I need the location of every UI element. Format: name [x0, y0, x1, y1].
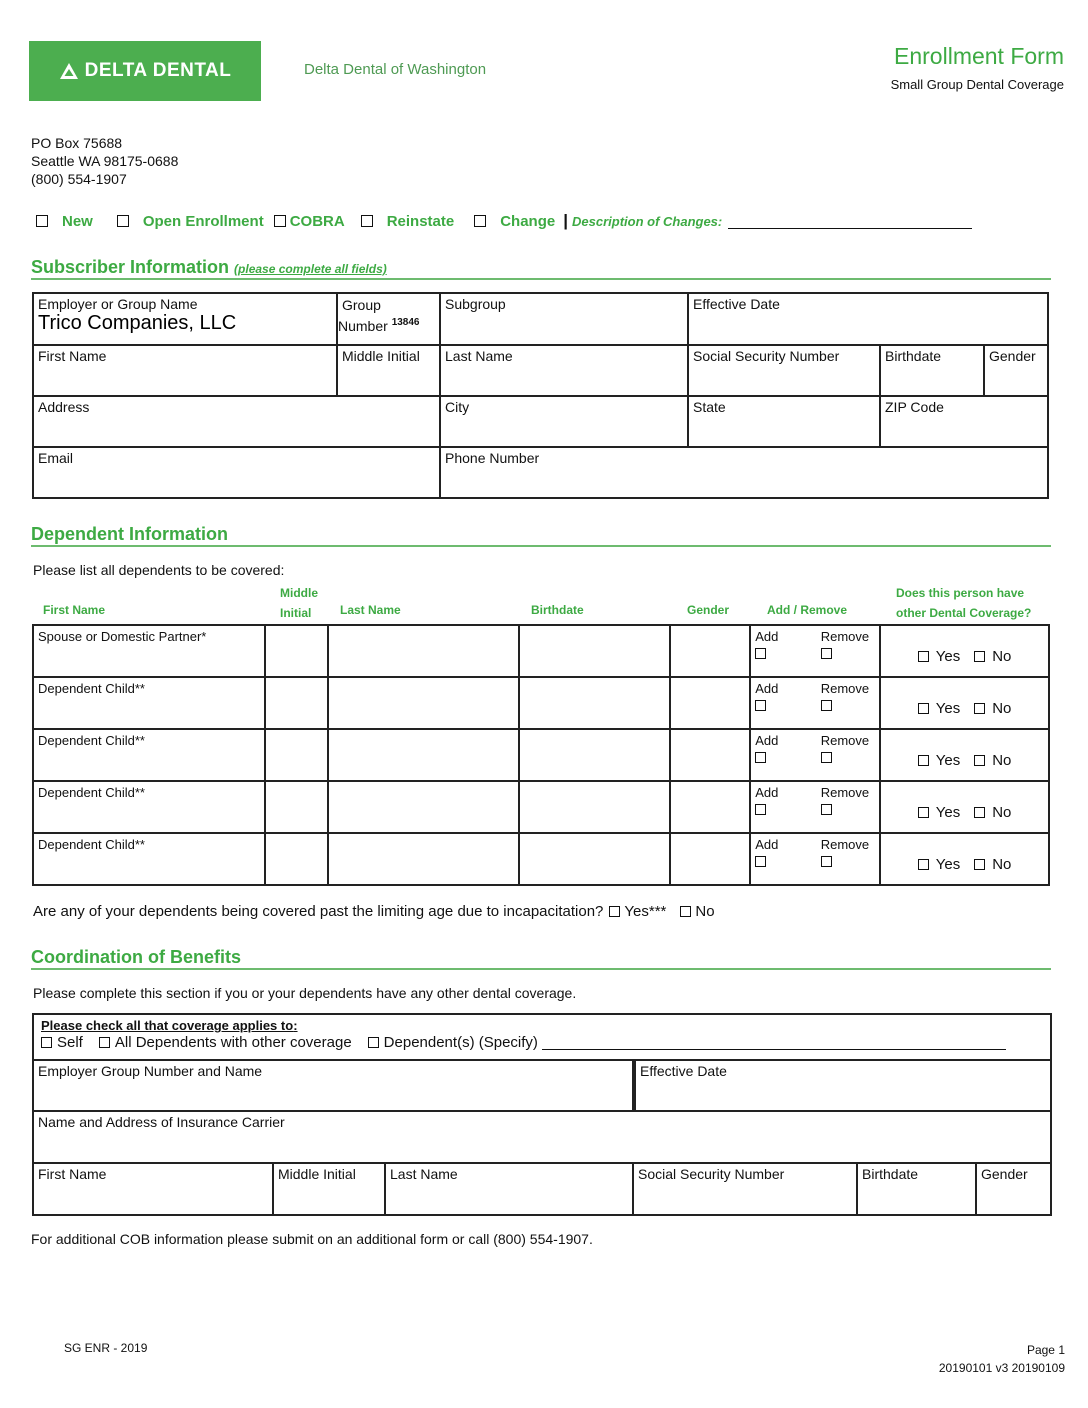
add-checkbox[interactable]	[755, 804, 766, 815]
remove-checkbox[interactable]	[821, 700, 832, 711]
cob-ssn-field[interactable]: Social Security Number	[634, 1164, 858, 1214]
no-checkbox[interactable]	[974, 651, 985, 662]
mailing-address	[31, 134, 178, 188]
heading-note: (please complete all fields)	[234, 262, 387, 276]
cob-employer-group-field[interactable]: Employer Group Number and Name	[34, 1061, 634, 1112]
last-name-cell[interactable]	[328, 625, 518, 677]
first-name-field[interactable]: First Name	[34, 346, 338, 397]
incapacitation-question: Are any of your dependents being covered past the limiting age due to incapacitation? Yes*** No	[33, 903, 715, 920]
company-name: Delta Dental of Washington	[304, 61, 487, 78]
last-name-cell[interactable]	[328, 677, 518, 729]
state-field[interactable]: State	[689, 397, 881, 448]
remove-checkbox[interactable]	[821, 752, 832, 763]
yes-checkbox[interactable]	[918, 755, 929, 766]
col-birthdate: Birthdate	[531, 603, 584, 617]
middle-initial-field[interactable]: Middle Initial	[338, 346, 441, 397]
yes-checkbox[interactable]	[918, 651, 929, 662]
last-name-field[interactable]: Last Name	[441, 346, 689, 397]
last-name-cell[interactable]	[328, 833, 518, 885]
page-number: Page 1	[1026, 1343, 1065, 1357]
delta-dental-logo	[29, 41, 261, 101]
cob-effective-date-field[interactable]: Effective Date	[634, 1061, 1050, 1112]
cob-middle-initial-field[interactable]: Middle Initial	[274, 1164, 386, 1214]
add-remove-cell: Add Remove	[750, 677, 880, 729]
group-number-value: 13846	[391, 317, 420, 328]
cob-first-name-field[interactable]: First Name	[34, 1164, 274, 1214]
version-code: 20190101 v3 20190109	[938, 1361, 1065, 1375]
middle-initial-cell[interactable]	[265, 677, 329, 729]
no-checkbox[interactable]	[974, 755, 985, 766]
other-coverage-cell: Yes No	[880, 781, 1049, 833]
gender-cell[interactable]	[670, 781, 750, 833]
email-field[interactable]: Email	[34, 448, 441, 497]
gender-cell[interactable]	[670, 677, 750, 729]
checkbox-open-enrollment[interactable]: Open Enrollment	[117, 213, 264, 230]
no-checkbox[interactable]	[974, 859, 985, 870]
cob-gender-field[interactable]: Gender	[981, 1166, 1028, 1182]
cob-section-heading: Coordination of Benefits	[31, 947, 1051, 970]
form-code: SG ENR - 2019	[64, 1341, 148, 1355]
cob-dependents-specify-option[interactable]: Dependent(s) (Specify)	[368, 1034, 538, 1051]
address-field[interactable]: Address	[34, 397, 441, 448]
cob-carrier-field[interactable]: Name and Address of Insurance Carrier	[34, 1112, 1050, 1164]
col-other-coverage: Does this person have other Dental Coverage?	[896, 586, 1032, 620]
checkbox-icon[interactable]	[36, 215, 48, 227]
checkbox-icon[interactable]	[41, 1037, 52, 1048]
zip-code-field[interactable]: ZIP Code	[881, 397, 1049, 448]
birthdate-cell[interactable]	[519, 625, 671, 677]
add-checkbox[interactable]	[755, 752, 766, 763]
phone-number-field[interactable]: Phone Number	[445, 450, 540, 466]
table-row	[33, 781, 1049, 833]
gender-cell[interactable]	[670, 625, 750, 677]
add-remove-cell: Add Remove	[750, 781, 880, 833]
incap-no-checkbox[interactable]	[680, 906, 691, 917]
col-first-name: First Name	[43, 603, 106, 617]
checkbox-new[interactable]: New	[36, 213, 93, 230]
no-checkbox[interactable]	[974, 807, 985, 818]
checkbox-reinstate[interactable]: Reinstate	[361, 213, 455, 230]
dependents-table	[32, 624, 1050, 886]
dependent-type-label: Dependent Child**	[33, 729, 265, 781]
dependents-specify-input[interactable]	[542, 1036, 1006, 1050]
col-add-remove: Add / Remove	[767, 603, 848, 617]
yes-checkbox[interactable]	[918, 807, 929, 818]
group-number-field[interactable]: Group Number $^{13846}$	[338, 294, 441, 346]
logo-text: DELTA DENTAL	[84, 60, 232, 81]
gender-cell[interactable]	[670, 833, 750, 885]
checkbox-icon[interactable]	[117, 215, 129, 227]
middle-initial-cell[interactable]	[265, 729, 329, 781]
last-name-cell[interactable]	[328, 781, 518, 833]
no-checkbox[interactable]	[974, 703, 985, 714]
checkbox-icon[interactable]	[368, 1037, 379, 1048]
cob-self-option[interactable]: Self	[41, 1034, 83, 1051]
add-checkbox[interactable]	[755, 856, 766, 867]
enrollment-type-row	[36, 211, 972, 231]
checkbox-icon[interactable]	[99, 1037, 110, 1048]
birthdate-cell[interactable]	[519, 781, 671, 833]
cob-last-name-field[interactable]: Last Name	[386, 1164, 634, 1214]
effective-date-field[interactable]: Effective Date	[689, 294, 1049, 346]
add-remove-cell: Add Remove	[750, 833, 880, 885]
birthdate-field[interactable]: Birthdate	[881, 346, 985, 397]
phone-line: (800) 554-1907	[31, 171, 127, 187]
other-coverage-cell: Yes No	[880, 729, 1049, 781]
subscriber-form	[32, 292, 1049, 499]
divider	[34, 1059, 1050, 1061]
dependent-type-label: Dependent Child**	[33, 781, 265, 833]
yes-checkbox[interactable]	[918, 703, 929, 714]
table-row	[33, 677, 1049, 729]
delta-triangle-icon	[59, 62, 79, 80]
cob-footnote: For additional COB information please submit on an additional form or call (800) 554-1907.	[31, 1231, 593, 1247]
dependents-intro: Please list all dependents to be covered:	[33, 562, 285, 578]
page-subtitle: Small Group Dental Coverage	[890, 77, 1064, 92]
gender-cell[interactable]	[670, 729, 750, 781]
col-middle-initial: Middle Initial	[280, 586, 318, 620]
birthdate-cell[interactable]	[519, 677, 671, 729]
incap-yes-checkbox[interactable]	[609, 906, 620, 917]
yes-checkbox[interactable]	[918, 859, 929, 870]
add-remove-cell: Add Remove	[750, 729, 880, 781]
checkbox-icon[interactable]	[361, 215, 373, 227]
middle-initial-cell[interactable]	[265, 781, 329, 833]
checkbox-change[interactable]: Change	[474, 213, 555, 230]
other-coverage-cell: Yes No	[880, 677, 1049, 729]
description-of-changes-input[interactable]	[728, 213, 972, 229]
last-name-cell[interactable]	[328, 729, 518, 781]
employer-field[interactable]: Employer or Group Name Trico Companies, LLC	[34, 294, 338, 346]
birthdate-cell[interactable]	[519, 833, 671, 885]
table-row	[33, 833, 1049, 885]
dependent-type-label: Spouse or Domestic Partner*	[33, 625, 265, 677]
employer-value: Trico Companies, LLC	[38, 312, 237, 334]
cob-all-dependents-option[interactable]: All Dependents with other coverage	[99, 1034, 352, 1051]
checkbox-icon[interactable]	[274, 215, 286, 227]
city-field[interactable]: City	[441, 397, 689, 448]
col-last-name: Last Name	[340, 603, 401, 617]
separator: |	[563, 211, 568, 230]
page-title: Enrollment Form	[894, 43, 1064, 69]
remove-checkbox[interactable]	[821, 856, 832, 867]
checkbox-icon[interactable]	[474, 215, 486, 227]
description-of-changes-label: Description of Changes:	[572, 213, 723, 229]
remove-checkbox[interactable]	[821, 804, 832, 815]
dependent-type-label: Dependent Child**	[33, 833, 265, 885]
dependent-section-heading: Dependent Information	[31, 524, 1051, 547]
address-line: PO Box 75688	[31, 135, 123, 151]
page-info	[939, 1341, 1065, 1377]
subscriber-section-heading: Subscriber Information (please complete all fields)	[31, 257, 1051, 280]
table-row	[33, 625, 1049, 677]
cob-form	[32, 1013, 1052, 1216]
add-checkbox[interactable]	[755, 648, 766, 659]
middle-initial-cell[interactable]	[265, 625, 329, 677]
checkbox-cobra[interactable]: COBRA	[274, 213, 345, 230]
add-remove-cell: Add Remove	[750, 625, 880, 677]
other-coverage-cell: Yes No	[880, 833, 1049, 885]
table-row	[33, 729, 1049, 781]
gender-field[interactable]: Gender	[985, 346, 1049, 397]
subgroup-field[interactable]: Subgroup	[441, 294, 689, 346]
cob-check-section: Please check all that coverage applies to: Self All Dependents with other coverage Dependent(s) (Specify)	[41, 1018, 1006, 1051]
other-coverage-cell: Yes No	[880, 625, 1049, 677]
ssn-field[interactable]: Social Security Number	[689, 346, 881, 397]
dependent-type-label: Dependent Child**	[33, 677, 265, 729]
middle-initial-cell[interactable]	[265, 833, 329, 885]
remove-checkbox[interactable]	[821, 648, 832, 659]
address-line: Seattle WA 98175-0688	[31, 153, 179, 169]
cob-birthdate-field[interactable]: Birthdate	[858, 1164, 977, 1214]
col-gender: Gender	[687, 603, 730, 617]
cob-intro: Please complete this section if you or your dependents have any other dental coverage.	[33, 985, 577, 1001]
birthdate-cell[interactable]	[519, 729, 671, 781]
add-checkbox[interactable]	[755, 700, 766, 711]
